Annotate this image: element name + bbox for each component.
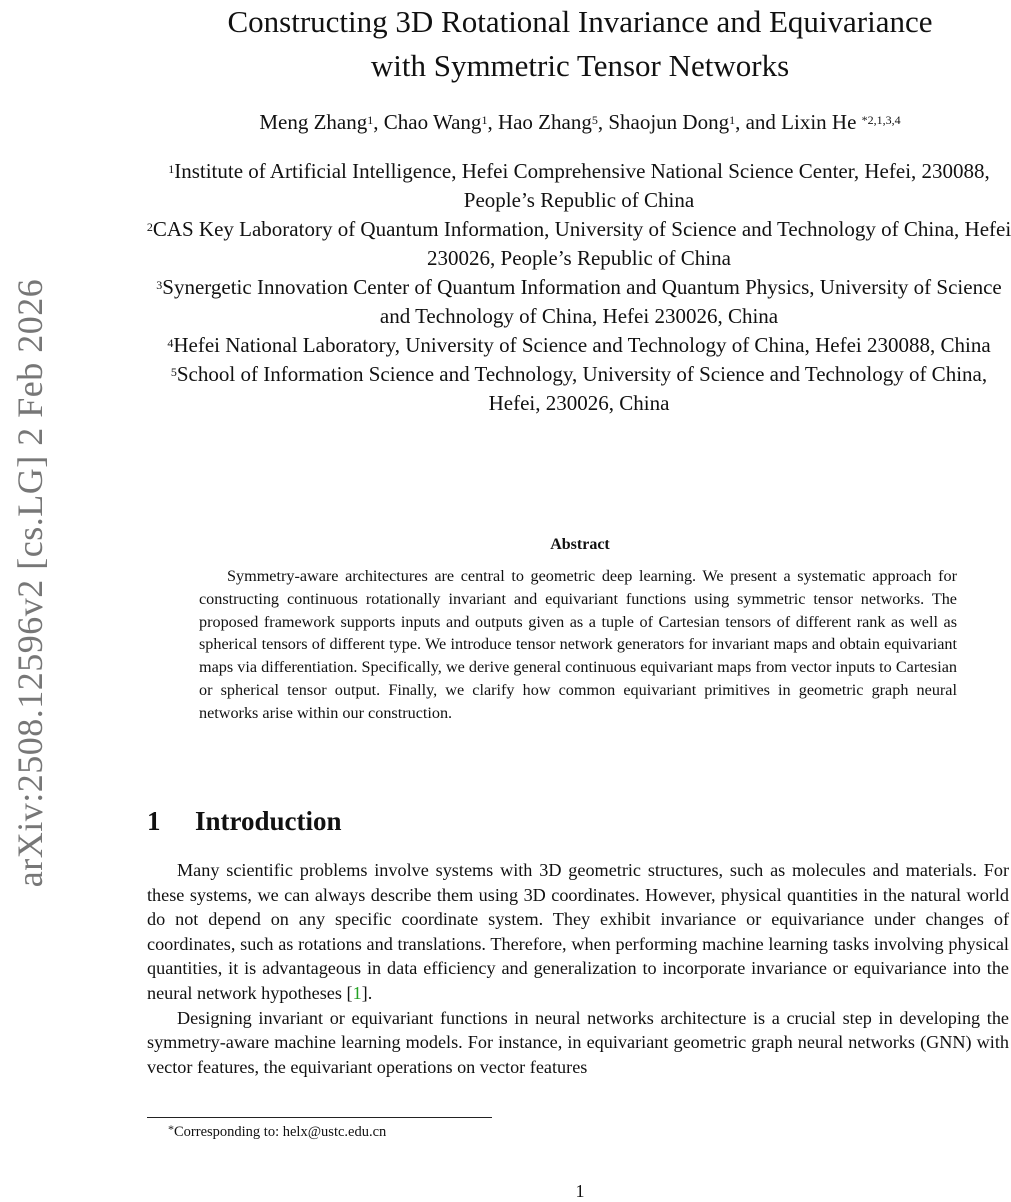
paragraph: Many scientific problems involve systems with 3D geometric structures, such as molecules and materials. For these systems, we can always describe them using 3D coordinates. However, physical quantities in the natural world do not depend on any specific coordinate system. They exhibit invariance or equivariance under changes of coordinates, such as rotations and translations. Therefore, when performing machine learning tasks involving physical quantities, it is advantageous in data efficiency and generalization to incorporate invariance or equivariance into the neural network hypotheses [1]. [147,860,1009,1003]
affiliation-3: $^3$Synergetic Innovation Center of Quantum Information and Quantum Physics, University of Science and Technology of China, Hefei 230026, China [156,275,1002,328]
section-heading-introduction [147,806,342,837]
citation-link[interactable]: 1 [352,982,362,1003]
affiliation-4: $^4$Hefei National Laboratory, University of Science and Technology of China, Hefei 230088, China [167,333,991,357]
title-line-2: with Symmetric Tensor Networks [370,48,790,83]
arxiv-side-stamp [0,0,60,1200]
section-number: 1 [147,806,161,836]
affiliation-2: $^2$CAS Key Laboratory of Quantum Information, University of Science and Technology of China, Hefei 230026, People’s Republic of China [146,217,1011,270]
author: Meng Zhang$^1$, [259,110,384,134]
paper-title [150,0,1010,88]
footnote-divider [147,1117,492,1118]
author: Hao Zhang$^5$, [497,110,609,134]
introduction-body [147,858,1009,1079]
affiliation-5: $^5$School of Information Science and Technology, University of Science and Technology of China, Hefei, 230026, China [170,362,988,415]
footnote: *Corresponding to: helx@ustc.edu.cn [168,1122,387,1140]
author-list [150,108,1010,136]
page-number: 1 [575,1181,585,1201]
author: Chao Wang$^1$, [383,110,498,134]
affiliation-1: $^1$Institute of Artificial Intelligence, Hefei Comprehensive National Science Center, Hefei, 230088, People’s Republic of China [168,159,990,212]
abstract-heading: Abstract [550,536,610,553]
affiliations [146,157,1011,418]
arxiv-identifier[interactable]: arXiv:2508.12596v2 [cs.LG] 2 Feb 2026 [10,278,50,888]
author: Shaojun Dong$^1$, and [608,110,782,134]
paragraph: Designing invariant or equivariant functions in neural networks architecture is a crucial step in developing the symmetry-aware machine learning models. For instance, in equivariant geometric graph neural networks (GNN) with vector features, the equivariant operations on vector features [147,1007,1009,1077]
footnote-text: Corresponding to: helx@ustc.edu.cn [174,1124,387,1140]
title-line-1: Constructing 3D Rotational Invariance and Equivariance [227,4,933,39]
abstract-text: Symmetry-aware architectures are central to geometric deep learning. We present a systematic approach for constructing continuous rotationally invariant and equivariant functions using symmetric tensor networks. The proposed framework supports inputs and outputs given as a tuple of Cartesian tensors of different rank as well as spherical tensors of different type. We introduce tensor network generators for invariant maps and obtain equivariant maps via differentiation. Specifically, we derive general continuous equivariant maps from vector inputs to Cartesian or spherical tensor output. Finally, we clarify how common equivariant primitives in geometric graph neural networks arise within our construction. [199,567,957,722]
corresponding-author: Lixin He $^{*2,1,3,4}$ [781,110,901,134]
section-title: Introduction [195,806,342,836]
